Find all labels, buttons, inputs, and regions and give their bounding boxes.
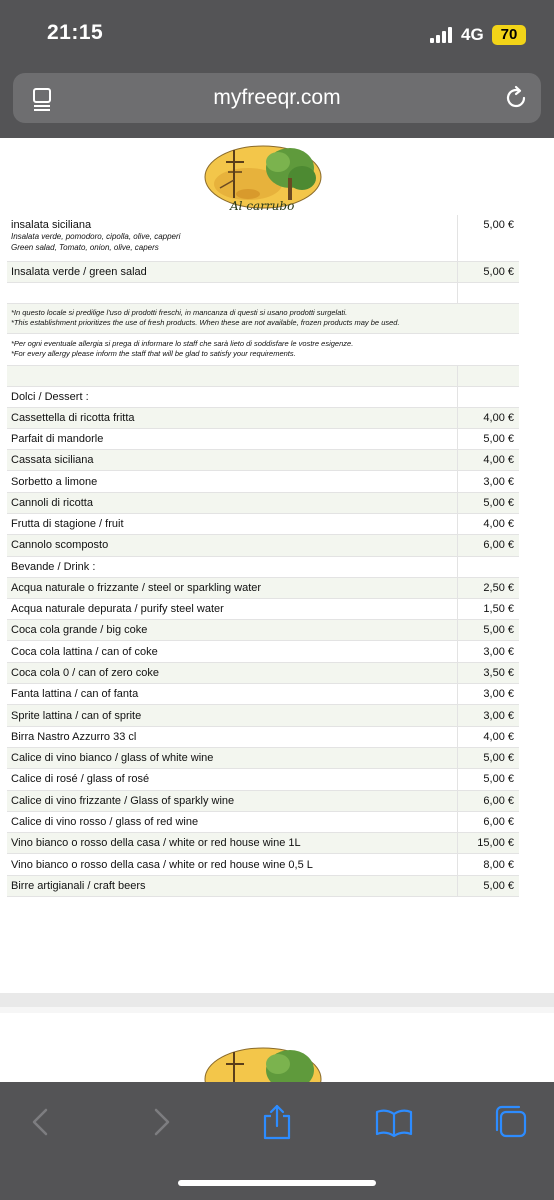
menu-table <box>7 215 519 897</box>
tabs-icon[interactable] <box>491 1102 531 1142</box>
menu-item <box>7 492 519 513</box>
item-name: Birre artigianali / craft beers <box>7 875 458 896</box>
section-drink <box>7 556 519 577</box>
section-title: Dolci / Dessert : <box>7 386 458 407</box>
menu-item <box>7 854 519 875</box>
restaurant-logo <box>204 144 322 216</box>
menu-item <box>7 641 519 662</box>
item-price: 5,00 € <box>458 261 520 282</box>
item-name: Sprite lattina / can of sprite <box>7 705 458 726</box>
item-name: Cassettella di ricotta fritta <box>7 407 458 428</box>
item-price: 5,00 € <box>458 620 520 641</box>
item-price: 5,00 € <box>458 747 520 768</box>
menu-item <box>7 577 519 598</box>
menu-item <box>7 620 519 641</box>
item-price: 5,00 € <box>458 215 520 261</box>
section-title: Bevande / Drink : <box>7 556 458 577</box>
menu-item <box>7 811 519 832</box>
menu-item <box>7 407 519 428</box>
note-fresh-it: *In questo locale si predilige l'uso di prodotti freschi, in mancanza di questi si usano prodotti surgelati. <box>11 308 348 317</box>
share-icon[interactable] <box>257 1102 297 1142</box>
browser-address-bar <box>0 66 554 138</box>
item-name: Cannoli di ricotta <box>7 492 458 513</box>
page-separator <box>0 993 554 1007</box>
item-name: Birra Nastro Azzurro 33 cl <box>7 726 458 747</box>
browser-toolbar <box>0 1082 554 1200</box>
page-content <box>0 138 554 1082</box>
reload-icon[interactable] <box>503 85 529 111</box>
notes-row <box>7 333 519 365</box>
item-price: 8,00 € <box>458 854 520 875</box>
menu-item <box>7 662 519 683</box>
signal-icon <box>430 27 455 43</box>
note-fresh-en: *This establishment prioritizes the use of fresh products. When these are not available, frozen products may be used. <box>11 318 400 327</box>
network-type: 4G <box>461 25 484 44</box>
item-price: 6,00 € <box>458 790 520 811</box>
item-name: Coca cola grande / big coke <box>7 620 458 641</box>
item-name: Fanta lattina / can of fanta <box>7 684 458 705</box>
item-name: insalata siciliana <box>11 219 92 231</box>
menu-item <box>7 261 519 282</box>
item-price: 6,00 € <box>458 535 520 556</box>
forward-icon[interactable] <box>140 1102 180 1142</box>
status-bar <box>0 0 554 66</box>
note-allergy-en: *For every allergy please inform the staff that will be glad to satisfy your requirements. <box>11 349 296 358</box>
item-price: 3,00 € <box>458 705 520 726</box>
item-name: Insalata verde / green salad <box>7 261 458 282</box>
item-price: 1,50 € <box>458 598 520 619</box>
battery-icon: 70 <box>492 25 526 45</box>
menu-item <box>7 215 519 261</box>
item-name: Calice di vino frizzante / Glass of sparkly wine <box>7 790 458 811</box>
menu-item <box>7 833 519 854</box>
logo-text: Al carrubo <box>230 199 295 213</box>
item-name: Parfait di mandorle <box>7 428 458 449</box>
item-name: Cassata siciliana <box>7 450 458 471</box>
item-price: 6,00 € <box>458 811 520 832</box>
menu-item <box>7 428 519 449</box>
back-icon[interactable] <box>22 1102 62 1142</box>
menu-item <box>7 471 519 492</box>
status-time: 21:15 <box>47 21 104 44</box>
menu-item <box>7 450 519 471</box>
item-price: 3,00 € <box>458 684 520 705</box>
menu-item <box>7 790 519 811</box>
item-name: Acqua naturale depurata / purify steel water <box>7 598 458 619</box>
item-name: Coca cola 0 / can of zero coke <box>7 662 458 683</box>
menu-item <box>7 513 519 534</box>
menu-item <box>7 875 519 896</box>
item-description-en: Green salad, Tomato, onion, olive, capers <box>11 243 159 252</box>
url-field[interactable] <box>13 73 541 123</box>
spacer-row <box>7 282 519 303</box>
item-price: 5,00 € <box>458 769 520 790</box>
menu-item <box>7 726 519 747</box>
restaurant-logo-next-page <box>204 1046 322 1082</box>
bookmarks-icon[interactable] <box>374 1102 414 1142</box>
item-name: Vino bianco o rosso della casa / white or red house wine 0,5 L <box>7 854 458 875</box>
menu-item <box>7 684 519 705</box>
item-name: Coca cola lattina / can of coke <box>7 641 458 662</box>
item-name: Cannolo scomposto <box>7 535 458 556</box>
menu-item <box>7 705 519 726</box>
home-indicator <box>178 1180 376 1186</box>
item-price: 3,00 € <box>458 471 520 492</box>
item-price: 4,00 € <box>458 450 520 471</box>
item-description-it: Insalata verde, pomodoro, cipolla, olive, capperi <box>11 232 181 241</box>
item-price: 2,50 € <box>458 577 520 598</box>
item-price: 3,50 € <box>458 662 520 683</box>
menu-item <box>7 769 519 790</box>
menu-item <box>7 747 519 768</box>
spacer-row <box>7 365 519 386</box>
item-name: Acqua naturale o frizzante / steel or sparkling water <box>7 577 458 598</box>
item-name: Calice di vino rosso / glass of red wine <box>7 811 458 832</box>
item-name: Vino bianco o rosso della casa / white or red house wine 1L <box>7 833 458 854</box>
item-name: Sorbetto a limone <box>7 471 458 492</box>
item-price: 15,00 € <box>458 833 520 854</box>
item-price: 5,00 € <box>458 428 520 449</box>
item-price: 4,00 € <box>458 407 520 428</box>
url-text: myfreeqr.com <box>213 86 341 109</box>
section-dessert <box>7 386 519 407</box>
item-price: 4,00 € <box>458 726 520 747</box>
item-price: 5,00 € <box>458 492 520 513</box>
item-name: Frutta di stagione / fruit <box>7 513 458 534</box>
item-name: Calice di vino bianco / glass of white wine <box>7 747 458 768</box>
notes-row <box>7 303 519 333</box>
item-name: Calice di rosé / glass of rosé <box>7 769 458 790</box>
item-price: 3,00 € <box>458 641 520 662</box>
menu-item <box>7 598 519 619</box>
item-price: 5,00 € <box>458 875 520 896</box>
item-price: 4,00 € <box>458 513 520 534</box>
menu-item <box>7 535 519 556</box>
note-allergy-it: *Per ogni eventuale allergia si prega di informare lo staff che sarà lieto di soddisfare le vostre esigenze. <box>11 339 354 348</box>
